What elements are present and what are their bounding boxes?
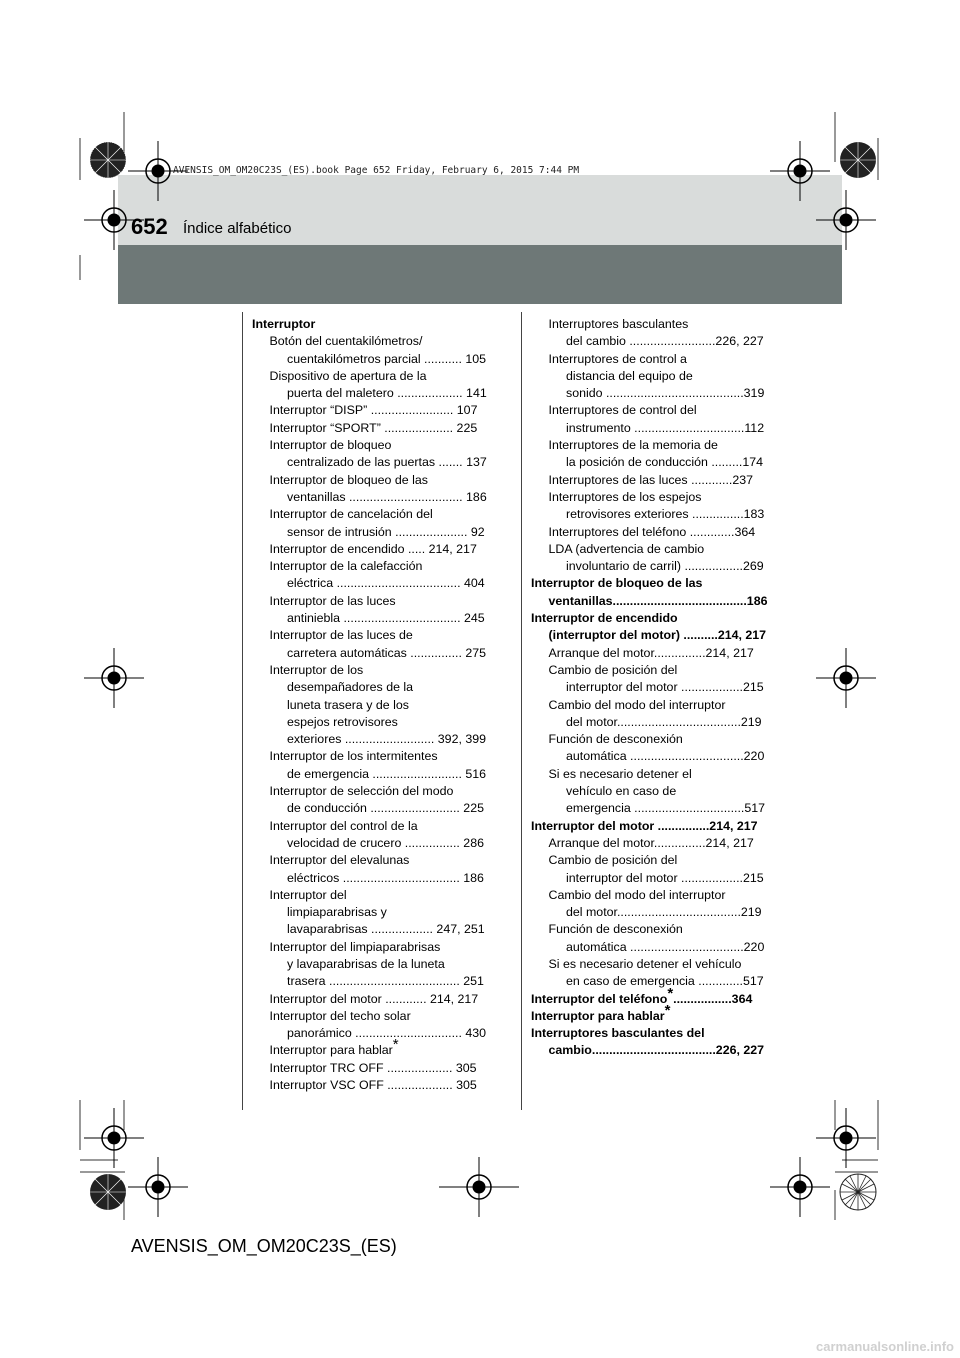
index-entry <box>252 697 487 714</box>
header-band <box>118 245 842 304</box>
index-entry-text: Función de desconexión <box>548 732 683 747</box>
index-entry-text: Interruptor del techo solar <box>269 1008 411 1023</box>
index-entry-text: de emergencia .......................... 516 <box>287 766 487 781</box>
index-entry-text: exteriores .......................... 392, 399 <box>287 732 487 747</box>
index-entry-text: la posición de conducción .........174 <box>566 455 763 470</box>
index-entry <box>531 984 767 1008</box>
footnote-star: * <box>392 1036 399 1054</box>
index-entry-text: del cambio .........................226, 227 <box>566 334 764 349</box>
index-entry-text: ventanillas ................................. 186 <box>287 489 487 504</box>
index-entry-text: distancia del equipo de <box>566 368 693 383</box>
index-entry <box>252 1036 487 1059</box>
index-entry-page: .................364 <box>673 991 753 1006</box>
index-entry-text: vehículo en caso de <box>566 784 677 799</box>
index-entry-text: Interruptor del motor ...............214, 217 <box>531 818 758 833</box>
index-entry-text: en caso de emergencia .............517 <box>566 974 764 989</box>
index-entry-text: desempañadores de la <box>287 680 414 695</box>
index-entry-text: sensor de intrusión ..................... 92 <box>287 524 485 539</box>
index-entry <box>531 887 767 904</box>
index-entry-text: luneta trasera y de los <box>287 697 409 712</box>
index-entry-text: Interruptor de bloqueo de las <box>531 576 703 591</box>
index-entry <box>531 593 767 610</box>
index-entry <box>531 541 767 558</box>
index-entry-text: carretera automáticas ............... 275 <box>287 645 487 660</box>
index-entry <box>252 489 487 506</box>
index-entry-text: emergencia ................................517 <box>566 801 766 816</box>
index-entry-text: Interruptores basculantes <box>548 317 689 331</box>
index-column-left <box>252 316 487 1094</box>
index-entry <box>531 472 767 489</box>
index-entry <box>252 887 487 904</box>
index-entry-text: antiniebla .................................. 245 <box>287 611 485 626</box>
index-entry <box>531 783 767 800</box>
index-entry-text: Interruptores del teléfono .............364 <box>548 524 756 539</box>
starburst-mark-icon <box>88 1172 128 1212</box>
index-entry <box>531 731 767 748</box>
index-entry <box>531 610 767 627</box>
index-entry <box>531 1001 767 1025</box>
index-entry <box>531 385 767 402</box>
index-entry-text: eléctrica .................................... 404 <box>287 576 485 591</box>
registration-target-icon <box>816 1108 876 1168</box>
index-entry <box>531 697 767 714</box>
index-entry <box>252 593 487 610</box>
index-entry-text: Interruptor del <box>269 887 347 902</box>
index-entry <box>531 524 767 541</box>
index-entry-text: Interruptor “SPORT” .................... 225 <box>269 420 478 435</box>
index-entry-text: del motor....................................219 <box>566 714 762 729</box>
registration-target-icon <box>816 190 876 250</box>
index-entry-text: espejos retrovisores <box>287 714 398 729</box>
index-entry-text: Interruptores basculantes del <box>531 1026 705 1041</box>
index-entry-text: trasera ...................................... 251 <box>287 974 484 989</box>
index-entry <box>252 351 487 368</box>
index-entry-text: Interruptor del elevalunas <box>269 853 410 868</box>
index-entry-text: Interruptor del teléfono <box>531 991 668 1006</box>
index-entry <box>531 558 767 575</box>
index-entry-text: Interruptor <box>252 317 316 331</box>
index-entry <box>252 316 487 333</box>
index-entry <box>531 1025 767 1042</box>
index-entry-text: limpiaparabrisas y <box>287 905 387 920</box>
index-entry <box>531 316 767 333</box>
index-entry <box>531 714 767 731</box>
index-entry <box>252 731 487 748</box>
index-entry-text: Interruptores de control a <box>548 351 687 366</box>
index-entry-text: Función de desconexión <box>548 922 683 937</box>
index-entry <box>531 852 767 869</box>
registration-target-icon <box>84 648 144 708</box>
index-entry-text: Interruptores de la memoria de <box>548 438 718 453</box>
index-entry-text: Si es necesario detener el vehículo <box>548 956 742 971</box>
index-entry-text: Interruptor de encendido ..... 214, 217 <box>269 541 477 556</box>
index-entry <box>531 939 767 956</box>
index-entry-text: puerta del maletero ................... 141 <box>287 386 487 401</box>
index-entry <box>252 368 487 385</box>
index-entry <box>531 818 767 835</box>
index-entry <box>252 558 487 575</box>
starburst-mark-icon <box>838 1172 878 1212</box>
index-entry <box>252 679 487 696</box>
registration-target-icon <box>816 648 876 708</box>
left-column-rule <box>242 312 243 1110</box>
index-entry-text: centralizado de las puertas ....... 137 <box>287 455 487 470</box>
index-entry <box>531 679 767 696</box>
index-entry-text: Arranque del motor...............214, 217 <box>548 645 754 660</box>
index-entry <box>252 904 487 921</box>
index-entry <box>252 472 487 489</box>
index-entry-text: Cambio del modo del interruptor <box>548 887 726 902</box>
page-number: 652 <box>131 214 168 239</box>
index-entry-text: LDA (advertencia de cambio <box>548 541 705 556</box>
index-entry <box>531 506 767 523</box>
registration-target-icon <box>128 1157 188 1217</box>
middle-column-rule <box>521 312 522 1110</box>
footer-code: AVENSIS_OM_OM20C23S_(ES) <box>131 1236 397 1256</box>
starburst-mark-icon <box>88 140 128 180</box>
index-entry-text: Interruptores de control del <box>548 403 697 418</box>
index-entry-text: Interruptor de bloqueo de las <box>269 472 428 487</box>
index-entry <box>531 835 767 852</box>
index-entry-text: Cambio del modo del interruptor <box>548 697 726 712</box>
index-entry <box>252 1060 487 1077</box>
index-entry <box>252 420 487 437</box>
index-entry-text: y lavaparabrisas de la luneta <box>287 956 445 971</box>
index-entry-text: panorámico ............................... 430 <box>287 1026 487 1041</box>
index-entry <box>252 852 487 869</box>
book-info-line: AVENSIS_OM_OM20C23S_(ES).book Page 652 Friday, February 6, 2015 7:44 PM <box>173 165 580 176</box>
index-entry-text: Interruptor de las luces <box>269 593 396 608</box>
index-entry <box>252 973 487 990</box>
index-entry <box>252 870 487 887</box>
index-entry-text: cuentakilómetros parcial ........... 105 <box>287 351 487 366</box>
index-entry <box>252 956 487 973</box>
index-entry <box>252 766 487 783</box>
footnote-star: * <box>667 984 674 1002</box>
index-entry-text: Interruptor de los intermitentes <box>269 749 438 764</box>
index-entry <box>252 991 487 1008</box>
index-entry-text: velocidad de crucero ................ 286 <box>287 835 484 850</box>
index-entry <box>531 627 767 644</box>
index-entry <box>252 385 487 402</box>
index-entry-text: interruptor del motor ..................215 <box>566 870 764 885</box>
index-entry-text: cambio....................................226, 227 <box>548 1043 765 1058</box>
index-entry <box>252 939 487 956</box>
index-entry <box>252 575 487 592</box>
index-entry-text: Dispositivo de apertura de la <box>269 368 427 383</box>
index-entry <box>252 748 487 765</box>
index-entry-text: Interruptor de cancelación del <box>269 507 433 522</box>
index-entry <box>531 333 767 350</box>
index-entry <box>252 1008 487 1025</box>
index-entry-text: instrumento ................................112 <box>566 420 765 435</box>
index-entry <box>252 610 487 627</box>
index-entry <box>531 575 767 592</box>
index-entry-text: Interruptores de las luces ............237 <box>548 472 754 487</box>
index-entry <box>531 420 767 437</box>
index-entry <box>252 402 487 419</box>
index-entry-text: Interruptor VSC OFF ................... 305 <box>269 1078 477 1093</box>
index-entry-text: (interruptor del motor) ..........214, 217 <box>548 628 767 643</box>
index-entry-text: de conducción .......................... 225 <box>287 801 484 816</box>
index-entry-text: Cambio de posición del <box>548 662 678 677</box>
index-entry <box>531 766 767 783</box>
index-entry <box>252 835 487 852</box>
section-title: Índice alfabético <box>183 220 292 237</box>
index-entry <box>252 524 487 541</box>
index-entry <box>252 818 487 835</box>
index-entry-text: Interruptor de la calefacción <box>269 559 423 574</box>
index-entry-text: Interruptor de los <box>269 662 364 677</box>
index-column-right <box>531 316 767 1060</box>
index-entry <box>531 368 767 385</box>
index-entry <box>252 627 487 644</box>
index-entry <box>252 454 487 471</box>
index-entry <box>531 921 767 938</box>
index-entry-text: involuntario de carril) .................269 <box>566 559 764 574</box>
index-entry-text: Interruptor TRC OFF ................... 305 <box>269 1060 477 1075</box>
index-entry-text: Interruptor del limpiaparabrisas <box>269 939 441 954</box>
index-entry <box>531 870 767 887</box>
index-entry-text: Interruptor de encendido <box>531 611 678 626</box>
starburst-mark-icon <box>838 140 878 180</box>
registration-target-icon <box>439 1157 519 1217</box>
index-entry-text: lavaparabrisas .................. 247, 251 <box>287 922 485 937</box>
index-entry-text: Interruptor “DISP” ........................ 107 <box>269 403 478 418</box>
index-entry-text: automática .................................220 <box>566 939 765 954</box>
watermark: carmanualsonline.info <box>816 1339 954 1354</box>
index-entry-text: Si es necesario detener el <box>548 766 692 781</box>
index-entry <box>252 333 487 350</box>
index-entry <box>531 402 767 419</box>
index-entry-text: Botón del cuentakilómetros/ <box>269 334 423 349</box>
index-entry-text: Interruptor para hablar <box>269 1043 393 1058</box>
index-entry-text: del motor....................................219 <box>566 905 762 920</box>
index-entry <box>252 506 487 523</box>
index-entry <box>531 662 767 679</box>
index-entry <box>252 1077 487 1094</box>
index-entry-text: retrovisores exteriores ...............183 <box>566 507 765 522</box>
index-entry <box>531 351 767 368</box>
index-entry <box>531 645 767 662</box>
index-entry <box>531 454 767 471</box>
index-entry-text: Interruptor de las luces de <box>269 628 413 643</box>
index-entry-text: Interruptor del motor ............ 214, 217 <box>269 991 479 1006</box>
index-entry <box>531 956 767 973</box>
index-entry <box>531 748 767 765</box>
index-entry-text: Interruptor para hablar <box>531 1008 665 1023</box>
footnote-star: * <box>664 1001 671 1019</box>
index-entry <box>252 541 487 558</box>
index-entry <box>252 800 487 817</box>
index-entry <box>531 973 767 990</box>
index-entry <box>252 783 487 800</box>
index-entry <box>531 489 767 506</box>
index-entry-text: Interruptores de los espejos <box>548 489 702 504</box>
index-entry-text: sonido ........................................319 <box>566 386 765 401</box>
index-entry <box>531 437 767 454</box>
index-entry-text: eléctricos .................................. 186 <box>287 870 484 885</box>
index-entry-text: ventanillas.......................................186 <box>548 593 768 608</box>
index-entry-text: Interruptor del control de la <box>269 818 418 833</box>
index-entry-text: interruptor del motor ..................215 <box>566 680 764 695</box>
index-entry <box>531 800 767 817</box>
index-entry <box>531 1042 767 1059</box>
index-entry-text: automática .................................220 <box>566 749 765 764</box>
index-entry-text: Interruptor de bloqueo <box>269 438 392 453</box>
index-entry-text: Arranque del motor...............214, 217 <box>548 835 754 850</box>
registration-target-icon <box>128 141 188 201</box>
index-entry-text: Interruptor de selección del modo <box>269 784 454 799</box>
index-entry <box>252 921 487 938</box>
index-entry <box>252 645 487 662</box>
index-entry <box>252 662 487 679</box>
index-entry-text: Cambio de posición del <box>548 853 678 868</box>
index-entry <box>252 437 487 454</box>
index-entry <box>531 904 767 921</box>
index-entry <box>252 714 487 731</box>
index-entry <box>252 1025 487 1042</box>
